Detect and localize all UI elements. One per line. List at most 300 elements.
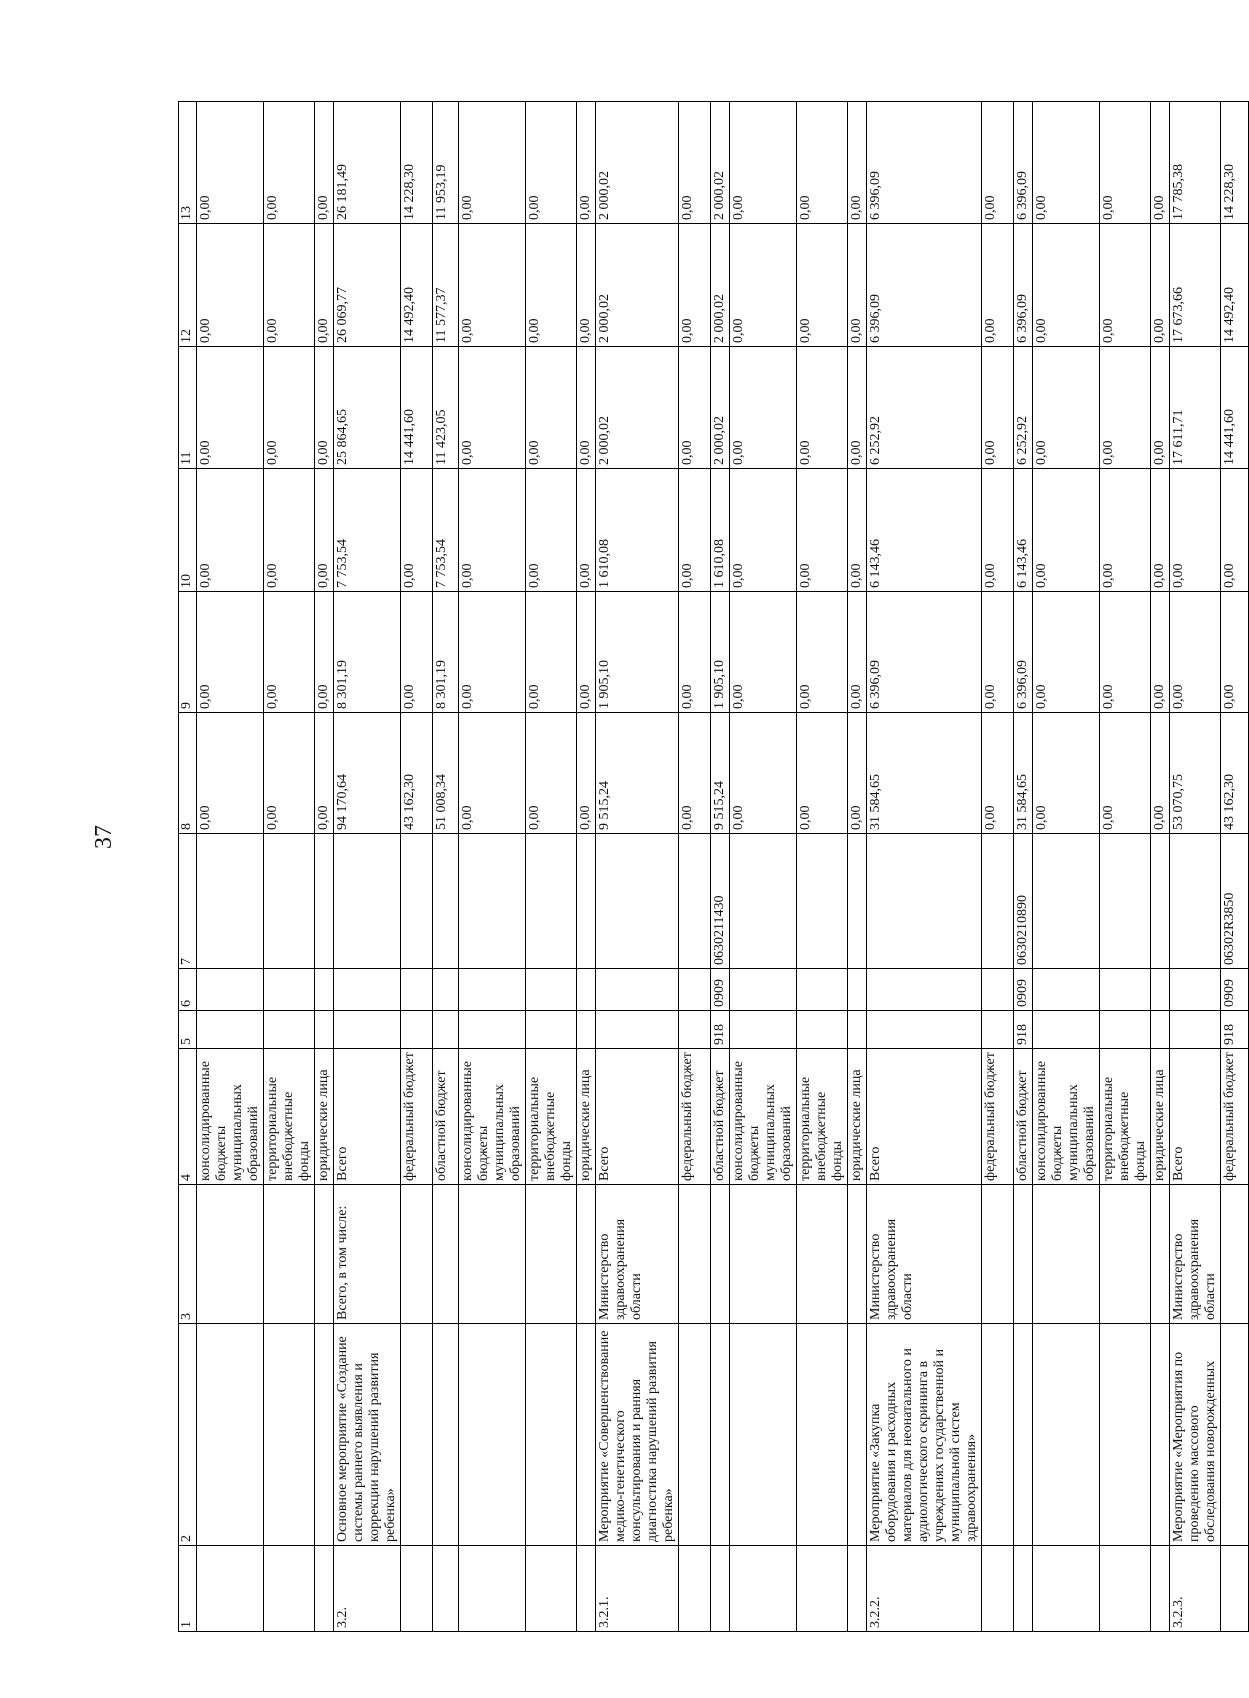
table-cell: [982, 1011, 1014, 1049]
table-cell: [526, 1011, 577, 1049]
table-cell: 9 515,24: [596, 713, 679, 834]
table-cell: 14 492,40: [401, 224, 433, 347]
table-cell: 0,00: [197, 592, 264, 713]
table-cell: 6 396,09: [1014, 592, 1033, 713]
table-row: [797, 102, 848, 1632]
table-cell: 0,00: [459, 592, 526, 713]
table-cell: [1221, 1185, 1249, 1324]
table-cell: 14 441,60: [1221, 347, 1249, 469]
table-cell: Мероприятие «Мероприятия по проведению массового обследования новорожденных: [1170, 1324, 1221, 1546]
table-cell: юридические лица: [577, 1049, 596, 1185]
table-cell: территориальные внебюджетные фонды: [264, 1049, 315, 1185]
table-cell: 0,00: [730, 713, 797, 834]
table-cell: Всего: [867, 1049, 982, 1185]
table-cell: [433, 1185, 459, 1324]
column-header-2: 2: [179, 1324, 197, 1546]
table-cell: [197, 834, 264, 969]
table-cell: [401, 1011, 433, 1049]
table-cell: 0,00: [797, 224, 848, 347]
table-cell: 0,00: [264, 469, 315, 592]
table-cell: [596, 969, 679, 1011]
table-row: [401, 102, 433, 1632]
table-cell: [797, 969, 848, 1011]
table-cell: 0,00: [401, 592, 433, 713]
table-cell: [679, 1546, 711, 1632]
table-cell: 0,00: [848, 224, 867, 347]
table-row: [334, 102, 401, 1632]
table-cell: 0,00: [315, 592, 334, 713]
table-cell: 31 584,65: [1014, 713, 1033, 834]
table-cell: 51 008,34: [433, 713, 459, 834]
table-cell: [730, 1011, 797, 1049]
table-cell: 0,00: [197, 347, 264, 469]
table-cell: [459, 1546, 526, 1632]
column-header-4: 4: [179, 1049, 197, 1185]
column-header-1: 1: [179, 1546, 197, 1632]
table-cell: 0,00: [679, 592, 711, 713]
table-cell: [577, 1011, 596, 1049]
table-row: [1014, 102, 1033, 1632]
table-cell: 0,00: [526, 347, 577, 469]
table-cell: 0,00: [1100, 713, 1151, 834]
table-cell: [1033, 1546, 1100, 1632]
table-cell: 0,00: [982, 102, 1014, 224]
table-cell: 94 170,64: [334, 713, 401, 834]
table-cell: [433, 1011, 459, 1049]
table-cell: консолидированные бюджеты муниципальных образований: [1033, 1049, 1100, 1185]
table-cell: 0,00: [1033, 224, 1100, 347]
table-cell: 0,00: [848, 102, 867, 224]
table-cell: [679, 1011, 711, 1049]
page-number: 37: [91, 825, 117, 849]
table-cell: 17 785,38: [1170, 102, 1221, 224]
table-cell: [1100, 1185, 1151, 1324]
table-cell: [1100, 969, 1151, 1011]
table-cell: 0,00: [264, 102, 315, 224]
table-cell: [433, 969, 459, 1011]
table-cell: 17 673,66: [1170, 224, 1221, 347]
table-cell: 0,00: [315, 347, 334, 469]
table-row: [1221, 102, 1249, 1632]
table-row: [1151, 102, 1170, 1632]
table-cell: [679, 834, 711, 969]
table-cell: 0,00: [315, 224, 334, 347]
table-cell: [596, 1011, 679, 1049]
table-cell: областной бюджет: [1014, 1049, 1033, 1185]
table-row: [459, 102, 526, 1632]
table-cell: [433, 834, 459, 969]
table-cell: [797, 1185, 848, 1324]
table-cell: 0,00: [1170, 469, 1221, 592]
table-cell: 2 000,02: [711, 224, 730, 347]
table-cell: 0,00: [679, 347, 711, 469]
table-cell: 0909: [1014, 969, 1033, 1011]
table-cell: [577, 1546, 596, 1632]
table-row: [1033, 102, 1100, 1632]
table-cell: 0,00: [526, 713, 577, 834]
table-cell: 14 492,40: [1221, 224, 1249, 347]
table-cell: [982, 1185, 1014, 1324]
table-cell: 0,00: [1100, 347, 1151, 469]
table-cell: 0630211430: [711, 834, 730, 969]
table-cell: 11 423,05: [433, 347, 459, 469]
table-cell: [264, 1324, 315, 1546]
table-cell: 0,00: [797, 102, 848, 224]
table-row: [264, 102, 315, 1632]
table-row: [526, 102, 577, 1632]
column-header-8: 8: [179, 713, 197, 834]
table-cell: 6 396,09: [1014, 102, 1033, 224]
table-cell: [711, 1546, 730, 1632]
table-cell: консолидированные бюджеты муниципальных образований: [459, 1049, 526, 1185]
table-cell: [982, 969, 1014, 1011]
table-cell: 6 252,92: [867, 347, 982, 469]
table-cell: территориальные внебюджетные фонды: [526, 1049, 577, 1185]
table-cell: 0,00: [577, 347, 596, 469]
table-cell: [315, 1011, 334, 1049]
table-cell: 0909: [711, 969, 730, 1011]
table-cell: 0,00: [1170, 592, 1221, 713]
table-cell: [848, 834, 867, 969]
table-cell: 0,00: [315, 102, 334, 224]
table-cell: [315, 1324, 334, 1546]
table-cell: [1033, 1011, 1100, 1049]
table-cell: 0,00: [797, 713, 848, 834]
table-cell: [982, 834, 1014, 969]
table-cell: [1100, 1324, 1151, 1546]
table-cell: 26 181,49: [334, 102, 401, 224]
table-cell: [264, 834, 315, 969]
table-cell: 1 610,08: [596, 469, 679, 592]
table-cell: 0,00: [1151, 592, 1170, 713]
table-cell: 14 228,30: [1221, 102, 1249, 224]
table-cell: [459, 969, 526, 1011]
table-cell: 0,00: [577, 469, 596, 592]
table-cell: [1100, 1546, 1151, 1632]
table-cell: [526, 969, 577, 1011]
table-cell: [577, 969, 596, 1011]
table-cell: 0,00: [197, 713, 264, 834]
table-cell: Основное мероприятие «Создание системы раннего выявления и коррекции нарушений развития ребенка»: [334, 1324, 401, 1546]
table-cell: 0,00: [679, 224, 711, 347]
table-cell: Всего: [1170, 1049, 1221, 1185]
table-cell: [1151, 834, 1170, 969]
table-cell: [401, 834, 433, 969]
table-row: [1170, 102, 1221, 1632]
table-cell: 8 301,19: [433, 592, 459, 713]
table-cell: 14 441,60: [401, 347, 433, 469]
table-cell: 2 000,02: [711, 347, 730, 469]
table-cell: консолидированные бюджеты муниципальных образований: [197, 1049, 264, 1185]
table-row: [1100, 102, 1151, 1632]
table-cell: [433, 1324, 459, 1546]
column-header-5: 5: [179, 1011, 197, 1049]
table-cell: 0,00: [797, 347, 848, 469]
table-cell: 0,00: [1151, 347, 1170, 469]
table-cell: 6 396,09: [867, 102, 982, 224]
table-cell: 0,00: [1221, 592, 1249, 713]
table-cell: [315, 969, 334, 1011]
table-cell: Всего: [334, 1049, 401, 1185]
table-cell: 0,00: [577, 592, 596, 713]
table-cell: [730, 834, 797, 969]
table-cell: юридические лица: [848, 1049, 867, 1185]
table-cell: 0,00: [526, 224, 577, 347]
table-cell: 3.2.2.: [867, 1546, 982, 1632]
table-cell: 0,00: [577, 224, 596, 347]
table-cell: 0,00: [1151, 224, 1170, 347]
table-cell: [1221, 1546, 1249, 1632]
table-cell: [577, 1324, 596, 1546]
table-cell: [526, 1546, 577, 1632]
table-cell: [797, 1324, 848, 1546]
table-cell: 0,00: [459, 713, 526, 834]
table-cell: Мероприятие «Совершенствование медико-генетического консультирования и ранняя диагностика нарушений развития ребенка»: [596, 1324, 679, 1546]
table-cell: 0,00: [1221, 469, 1249, 592]
table-cell: 0,00: [197, 469, 264, 592]
table-cell: [401, 1324, 433, 1546]
table-cell: 0,00: [982, 592, 1014, 713]
table-cell: Всего, в том числе:: [334, 1185, 401, 1324]
table-cell: [334, 969, 401, 1011]
table-cell: [1014, 1185, 1033, 1324]
table-cell: [315, 834, 334, 969]
table-cell: 918: [1014, 1011, 1033, 1049]
table-cell: 0,00: [730, 469, 797, 592]
table-cell: [711, 1185, 730, 1324]
table-cell: [264, 1011, 315, 1049]
table-cell: 0,00: [848, 592, 867, 713]
table-cell: [730, 1185, 797, 1324]
table-cell: [730, 1324, 797, 1546]
table-cell: [1033, 1324, 1100, 1546]
table-cell: 0,00: [1100, 102, 1151, 224]
table-cell: 0909: [1221, 969, 1249, 1011]
table-cell: 1 905,10: [711, 592, 730, 713]
table-row: [197, 102, 264, 1632]
table-row: [577, 102, 596, 1632]
table-row: [315, 102, 334, 1632]
table-row: [711, 102, 730, 1632]
table-cell: [1170, 834, 1221, 969]
table-cell: [459, 1185, 526, 1324]
table-cell: [526, 1185, 577, 1324]
table-cell: 0,00: [1033, 592, 1100, 713]
table-cell: [459, 1324, 526, 1546]
table-cell: 43 162,30: [401, 713, 433, 834]
table-cell: Министерство здравоохранения области: [867, 1185, 982, 1324]
table-cell: 0,00: [459, 347, 526, 469]
table-cell: 6 143,46: [867, 469, 982, 592]
table-cell: 6 252,92: [1014, 347, 1033, 469]
table-cell: [596, 834, 679, 969]
table-cell: 0,00: [679, 713, 711, 834]
table-cell: [459, 1011, 526, 1049]
table-cell: [730, 1546, 797, 1632]
table-cell: [334, 834, 401, 969]
table-cell: [797, 834, 848, 969]
table-cell: 2 000,02: [596, 224, 679, 347]
table-cell: 0,00: [526, 469, 577, 592]
table-cell: 0,00: [730, 224, 797, 347]
table-cell: [577, 834, 596, 969]
table-cell: 0,00: [526, 102, 577, 224]
table-cell: юридические лица: [315, 1049, 334, 1185]
table-cell: [797, 1011, 848, 1049]
table-cell: 0,00: [797, 592, 848, 713]
table-cell: [401, 1546, 433, 1632]
table-cell: 0,00: [459, 469, 526, 592]
table-body: [197, 102, 1249, 1632]
table-cell: 3.2.: [334, 1546, 401, 1632]
table-cell: 0,00: [848, 713, 867, 834]
table-cell: [1151, 969, 1170, 1011]
table-cell: 25 864,65: [334, 347, 401, 469]
table-row: [433, 102, 459, 1632]
table-cell: 7 753,54: [433, 469, 459, 592]
table-cell: 11 577,37: [433, 224, 459, 347]
table-cell: 0,00: [459, 224, 526, 347]
table-cell: [1014, 1324, 1033, 1546]
table-cell: 6 396,09: [867, 592, 982, 713]
table-cell: 14 228,30: [401, 102, 433, 224]
table-cell: 53 070,75: [1170, 713, 1221, 834]
table-cell: [1100, 1011, 1151, 1049]
table-cell: [679, 1324, 711, 1546]
table-cell: 7 753,54: [334, 469, 401, 592]
table-cell: 0,00: [264, 713, 315, 834]
table-cell: 0,00: [1100, 592, 1151, 713]
table-cell: 0,00: [401, 469, 433, 592]
table-cell: 0,00: [1033, 713, 1100, 834]
table-cell: 17 611,71: [1170, 347, 1221, 469]
table-cell: федеральный бюджет: [679, 1049, 711, 1185]
table-cell: 06302R3850: [1221, 834, 1249, 969]
table-cell: 11 953,19: [433, 102, 459, 224]
table-cell: 0,00: [197, 224, 264, 347]
table-row: [730, 102, 797, 1632]
table-cell: 0,00: [679, 469, 711, 592]
table-cell: [1170, 969, 1221, 1011]
table-cell: федеральный бюджет: [1221, 1049, 1249, 1185]
table-cell: [315, 1185, 334, 1324]
table-row: [848, 102, 867, 1632]
table-cell: [1033, 969, 1100, 1011]
column-header-11: 11: [179, 347, 197, 469]
table-cell: Всего: [596, 1049, 679, 1185]
table-cell: 918: [1221, 1011, 1249, 1049]
table-cell: 0,00: [848, 347, 867, 469]
table-cell: [982, 1546, 1014, 1632]
table-cell: [730, 969, 797, 1011]
table-cell: 0,00: [197, 102, 264, 224]
table-cell: [315, 1546, 334, 1632]
table-cell: [197, 1324, 264, 1546]
table-cell: территориальные внебюджетные фонды: [797, 1049, 848, 1185]
table-cell: Мероприятие «Закупка оборудования и расходных материалов для неонатального и аудиологического скрининга в учреждениях государственной и муниципальной систем здравоохранения»: [867, 1324, 982, 1546]
table-cell: 0,00: [526, 592, 577, 713]
table-cell: юридические лица: [1151, 1049, 1170, 1185]
column-header-13: 13: [179, 102, 197, 224]
table-cell: областной бюджет: [711, 1049, 730, 1185]
column-header-10: 10: [179, 469, 197, 592]
table-cell: [848, 1324, 867, 1546]
table-cell: [197, 1185, 264, 1324]
table-cell: [867, 834, 982, 969]
table-cell: консолидированные бюджеты муниципальных образований: [730, 1049, 797, 1185]
column-header-7: 7: [179, 834, 197, 969]
table-cell: [264, 1185, 315, 1324]
table-cell: 31 584,65: [867, 713, 982, 834]
table-cell: [848, 969, 867, 1011]
table-cell: 0,00: [1151, 713, 1170, 834]
table-cell: 2 000,02: [596, 347, 679, 469]
table-cell: [867, 1011, 982, 1049]
table-cell: 2 000,02: [596, 102, 679, 224]
rotated-table-container: [178, 102, 1237, 1632]
table-cell: 0,00: [1033, 469, 1100, 592]
table-cell: 0,00: [264, 224, 315, 347]
table-cell: [1221, 1324, 1249, 1546]
table-row: [982, 102, 1014, 1632]
table-cell: [1151, 1185, 1170, 1324]
table-cell: [526, 1324, 577, 1546]
column-header-12: 12: [179, 224, 197, 347]
table-cell: 1 610,08: [711, 469, 730, 592]
table-cell: 26 069,77: [334, 224, 401, 347]
table-cell: [679, 969, 711, 1011]
table-row: [679, 102, 711, 1632]
table-cell: территориальные внебюджетные фонды: [1100, 1049, 1151, 1185]
table-cell: 0,00: [577, 713, 596, 834]
table-cell: 0,00: [577, 102, 596, 224]
table-cell: [711, 1324, 730, 1546]
table-cell: 0,00: [315, 713, 334, 834]
table-cell: 0,00: [982, 469, 1014, 592]
column-header-6: 6: [179, 969, 197, 1011]
table-row: [867, 102, 982, 1632]
table-cell: 0,00: [982, 347, 1014, 469]
table-cell: [577, 1185, 596, 1324]
table-cell: [1100, 834, 1151, 969]
table-cell: 0,00: [264, 347, 315, 469]
table-cell: 43 162,30: [1221, 713, 1249, 834]
table-cell: [334, 1011, 401, 1049]
table-cell: 1 905,10: [596, 592, 679, 713]
table-cell: [1170, 1011, 1221, 1049]
table-cell: 0,00: [459, 102, 526, 224]
table-row: [596, 102, 679, 1632]
table-cell: [401, 1185, 433, 1324]
table-cell: [401, 969, 433, 1011]
table-cell: 6 396,09: [1014, 224, 1033, 347]
table-cell: 0,00: [315, 469, 334, 592]
table-cell: 0630210890: [1014, 834, 1033, 969]
table-cell: 0,00: [1033, 347, 1100, 469]
table-cell: 0,00: [1033, 102, 1100, 224]
table-cell: 6 396,09: [867, 224, 982, 347]
table-cell: 3.2.1.: [596, 1546, 679, 1632]
table-cell: [797, 1546, 848, 1632]
column-header-3: 3: [179, 1185, 197, 1324]
table-cell: 8 301,19: [334, 592, 401, 713]
table-cell: [867, 969, 982, 1011]
table-cell: [1151, 1546, 1170, 1632]
table-cell: 0,00: [679, 102, 711, 224]
table-cell: 0,00: [797, 469, 848, 592]
table-cell: [679, 1185, 711, 1324]
table-cell: 0,00: [1151, 469, 1170, 592]
